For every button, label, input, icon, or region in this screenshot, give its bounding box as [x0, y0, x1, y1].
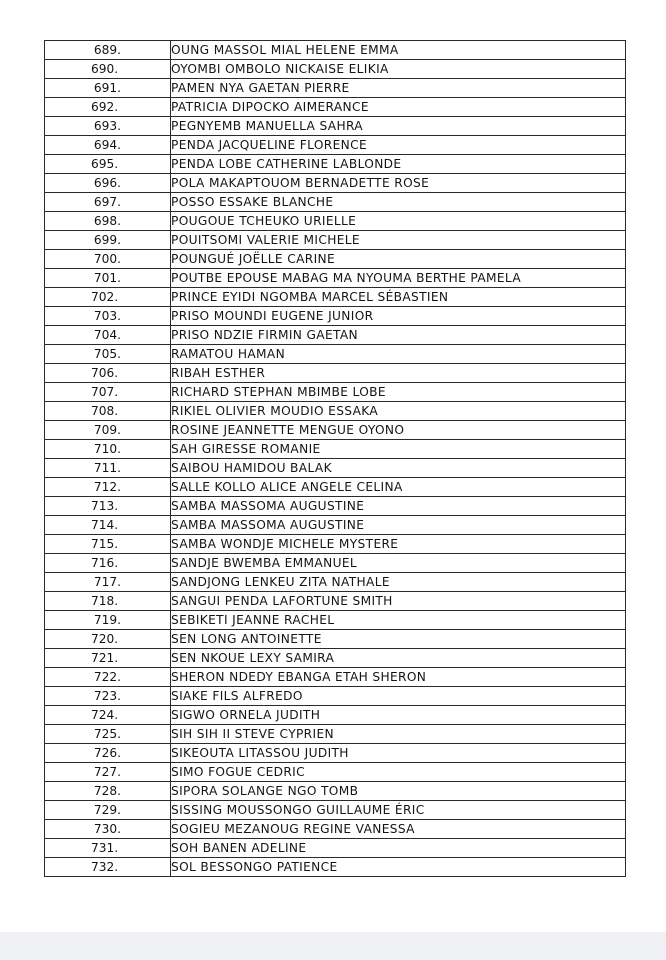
person-name: SAIBOU HAMIDOU BALAK	[171, 459, 626, 478]
person-name: POUNGUÉ JOËLLE CARINE	[171, 250, 626, 269]
row-number: 700.	[45, 250, 171, 269]
row-number: 698.	[45, 212, 171, 231]
person-name: SAMBA MASSOMA AUGUSTINE	[171, 516, 626, 535]
row-number: 723.	[45, 687, 171, 706]
name-list-table	[44, 40, 626, 877]
person-name: POSSO ESSAKE BLANCHE	[171, 193, 626, 212]
person-name: SANGUI PENDA LAFORTUNE SMITH	[171, 592, 626, 611]
person-name: RIKIEL OLIVIER MOUDIO ESSAKA	[171, 402, 626, 421]
table-row	[45, 79, 626, 98]
table-row	[45, 782, 626, 801]
name-list-body	[45, 41, 626, 877]
table-row	[45, 345, 626, 364]
table-row	[45, 649, 626, 668]
row-number: 691.	[45, 79, 171, 98]
person-name: SAMBA WONDJE MICHELE MYSTERE	[171, 535, 626, 554]
table-row	[45, 725, 626, 744]
row-number: 689.	[45, 41, 171, 60]
person-name: OYOMBI OMBOLO NICKAISE ELIKIA	[171, 60, 626, 79]
row-number: 712.	[45, 478, 171, 497]
person-name: OUNG MASSOL MIAL HELENE EMMA	[171, 41, 626, 60]
person-name: RIBAH ESTHER	[171, 364, 626, 383]
person-name: SALLE KOLLO ALICE ANGELE CELINA	[171, 478, 626, 497]
person-name: SEBIKETI JEANNE RACHEL	[171, 611, 626, 630]
row-number: 709.	[45, 421, 171, 440]
row-number: 713.	[45, 497, 171, 516]
person-name: PEGNYEMB MANUELLA SAHRA	[171, 117, 626, 136]
person-name: ROSINE JEANNETTE MENGUE OYONO	[171, 421, 626, 440]
person-name: POUITSOMI VALERIE MICHELE	[171, 231, 626, 250]
row-number: 724.	[45, 706, 171, 725]
person-name: SIAKE FILS ALFREDO	[171, 687, 626, 706]
person-name: SOL BESSONGO PATIENCE	[171, 858, 626, 877]
row-number: 692.	[45, 98, 171, 117]
row-number: 728.	[45, 782, 171, 801]
row-number: 695.	[45, 155, 171, 174]
person-name: PRINCE EYIDI NGOMBA MARCEL SÉBASTIEN	[171, 288, 626, 307]
row-number: 701.	[45, 269, 171, 288]
row-number: 690.	[45, 60, 171, 79]
row-number: 714.	[45, 516, 171, 535]
table-row	[45, 440, 626, 459]
row-number: 711.	[45, 459, 171, 478]
table-row	[45, 326, 626, 345]
table-row	[45, 231, 626, 250]
row-number: 715.	[45, 535, 171, 554]
row-number: 725.	[45, 725, 171, 744]
person-name: SAH GIRESSE ROMANIE	[171, 440, 626, 459]
row-number: 706.	[45, 364, 171, 383]
row-number: 697.	[45, 193, 171, 212]
row-number: 705.	[45, 345, 171, 364]
person-name: SEN LONG ANTOINETTE	[171, 630, 626, 649]
person-name: SEN NKOUE LEXY SAMIRA	[171, 649, 626, 668]
row-number: 699.	[45, 231, 171, 250]
table-row	[45, 174, 626, 193]
table-row	[45, 744, 626, 763]
person-name: SAMBA MASSOMA AUGUSTINE	[171, 497, 626, 516]
table-row	[45, 630, 626, 649]
table-row	[45, 136, 626, 155]
person-name: SIH SIH II STEVE CYPRIEN	[171, 725, 626, 744]
table-row	[45, 554, 626, 573]
person-name: SOGIEU MEZANOUG REGINE VANESSA	[171, 820, 626, 839]
row-number: 729.	[45, 801, 171, 820]
person-name: SOH BANEN ADELINE	[171, 839, 626, 858]
table-row	[45, 668, 626, 687]
table-row	[45, 573, 626, 592]
person-name: SIGWO ORNELA JUDITH	[171, 706, 626, 725]
row-number: 707.	[45, 383, 171, 402]
row-number: 727.	[45, 763, 171, 782]
person-name: SIMO FOGUE CEDRIC	[171, 763, 626, 782]
person-name: POUGOUE TCHEUKO URIELLE	[171, 212, 626, 231]
table-row	[45, 117, 626, 136]
row-number: 716.	[45, 554, 171, 573]
table-row	[45, 250, 626, 269]
table-row	[45, 535, 626, 554]
person-name: SISSING MOUSSONGO GUILLAUME ÉRIC	[171, 801, 626, 820]
person-name: PRISO NDZIE FIRMIN GAETAN	[171, 326, 626, 345]
person-name: RICHARD STEPHAN MBIMBE LOBE	[171, 383, 626, 402]
row-number: 703.	[45, 307, 171, 326]
person-name: SIPORA SOLANGE NGO TOMB	[171, 782, 626, 801]
table-row	[45, 421, 626, 440]
person-name: PRISO MOUNDI EUGENE JUNIOR	[171, 307, 626, 326]
table-row	[45, 763, 626, 782]
table-row	[45, 60, 626, 79]
row-number: 704.	[45, 326, 171, 345]
row-number: 710.	[45, 440, 171, 459]
row-number: 708.	[45, 402, 171, 421]
person-name: POLA MAKAPTOUOM BERNADETTE ROSE	[171, 174, 626, 193]
table-row	[45, 193, 626, 212]
row-number: 731.	[45, 839, 171, 858]
table-row	[45, 478, 626, 497]
table-row	[45, 801, 626, 820]
person-name: SHERON NDEDY EBANGA ETAH SHERON	[171, 668, 626, 687]
person-name: SIKEOUTA LITASSOU JUDITH	[171, 744, 626, 763]
row-number: 722.	[45, 668, 171, 687]
row-number: 694.	[45, 136, 171, 155]
row-number: 702.	[45, 288, 171, 307]
table-row	[45, 611, 626, 630]
person-name: SANDJE BWEMBA EMMANUEL	[171, 554, 626, 573]
table-row	[45, 858, 626, 877]
row-number: 693.	[45, 117, 171, 136]
row-number: 717.	[45, 573, 171, 592]
row-number: 726.	[45, 744, 171, 763]
row-number: 732.	[45, 858, 171, 877]
person-name: SANDJONG LENKEU ZITA NATHALE	[171, 573, 626, 592]
table-row	[45, 497, 626, 516]
row-number: 721.	[45, 649, 171, 668]
table-row	[45, 98, 626, 117]
row-number: 720.	[45, 630, 171, 649]
row-number: 718.	[45, 592, 171, 611]
table-row	[45, 516, 626, 535]
row-number: 719.	[45, 611, 171, 630]
table-row	[45, 687, 626, 706]
table-row	[45, 383, 626, 402]
person-name: PAMEN NYA GAETAN PIERRE	[171, 79, 626, 98]
row-number: 730.	[45, 820, 171, 839]
table-row	[45, 269, 626, 288]
person-name: PATRICIA DIPOCKO AIMERANCE	[171, 98, 626, 117]
person-name: PENDA LOBE CATHERINE LABLONDE	[171, 155, 626, 174]
table-row	[45, 212, 626, 231]
person-name: POUTBE EPOUSE MABAG MA NYOUMA BERTHE PAMELA	[171, 269, 626, 288]
person-name: PENDA JACQUELINE FLORENCE	[171, 136, 626, 155]
table-row	[45, 820, 626, 839]
viewer-bottom-strip	[0, 932, 666, 960]
table-row	[45, 402, 626, 421]
table-row	[45, 41, 626, 60]
table-row	[45, 592, 626, 611]
person-name: RAMATOU HAMAN	[171, 345, 626, 364]
table-row	[45, 288, 626, 307]
row-number: 696.	[45, 174, 171, 193]
table-row	[45, 364, 626, 383]
table-row	[45, 459, 626, 478]
table-row	[45, 706, 626, 725]
table-row	[45, 307, 626, 326]
table-row	[45, 839, 626, 858]
table-row	[45, 155, 626, 174]
